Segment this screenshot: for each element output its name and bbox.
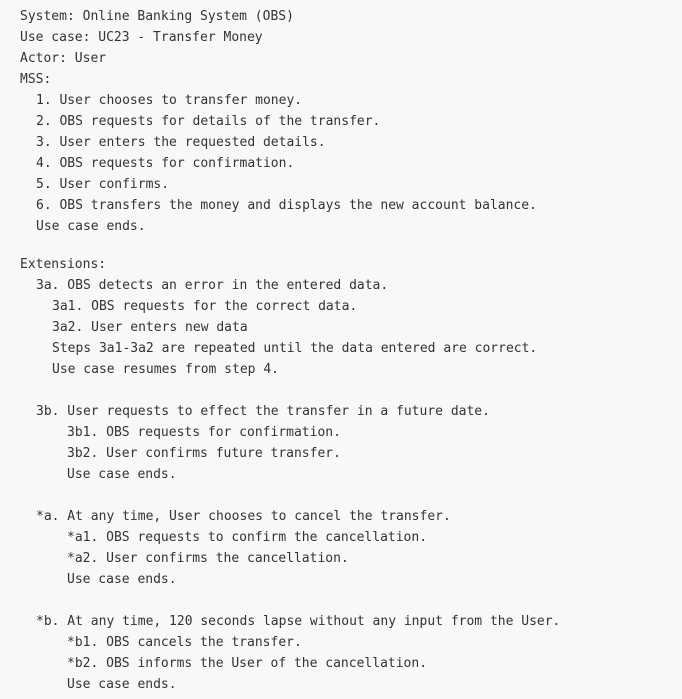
mss-label: MSS: <box>20 72 52 87</box>
extension-a-step: *a1. OBS requests to confirm the cancellation. <box>67 530 428 545</box>
mss-end: Use case ends. <box>36 219 146 234</box>
extension-b-title: *b. At any time, 120 seconds lapse without any input from the User. <box>36 614 561 629</box>
mss-step: 5. User confirms. <box>36 177 170 192</box>
system-line: System: Online Banking System (OBS) <box>20 9 294 24</box>
extensions-label: Extensions: <box>20 257 107 272</box>
extension-a-step: *a2. User confirms the cancellation. <box>67 551 349 566</box>
extension-a-title: *a. At any time, User chooses to cancel the transfer. <box>36 509 451 524</box>
extension-3b-step: Use case ends. <box>67 467 177 482</box>
mss-step: 6. OBS transfers the money and displays the new account balance. <box>36 198 537 213</box>
extension-b-step: Use case ends. <box>67 677 177 692</box>
extension-b-step: *b2. OBS informs the User of the cancellation. <box>67 656 428 671</box>
extension-3a-step: Use case resumes from step 4. <box>52 362 279 377</box>
extension-3a-step: 3a1. OBS requests for the correct data. <box>52 299 358 314</box>
extension-b-step: *b1. OBS cancels the transfer. <box>67 635 302 650</box>
extension-3a-step: 3a2. User enters new data <box>52 320 248 335</box>
use-case-line: Use case: UC23 - Transfer Money <box>20 30 263 45</box>
extension-3b-step: 3b1. OBS requests for confirmation. <box>67 425 341 440</box>
mss-step: 2. OBS requests for details of the transfer. <box>36 114 381 129</box>
extension-a-step: Use case ends. <box>67 572 177 587</box>
extension-3a-step: Steps 3a1-3a2 are repeated until the data entered are correct. <box>52 341 538 356</box>
actor-line: Actor: User <box>20 51 107 66</box>
extension-3a-title: 3a. OBS detects an error in the entered data. <box>36 278 389 293</box>
extension-3b-title: 3b. User requests to effect the transfer in a future date. <box>36 404 490 419</box>
mss-step: 1. User chooses to transfer money. <box>36 93 303 108</box>
extension-3b-step: 3b2. User confirms future transfer. <box>67 446 341 461</box>
mss-step: 3. User enters the requested details. <box>36 135 326 150</box>
mss-step: 4. OBS requests for confirmation. <box>36 156 295 171</box>
